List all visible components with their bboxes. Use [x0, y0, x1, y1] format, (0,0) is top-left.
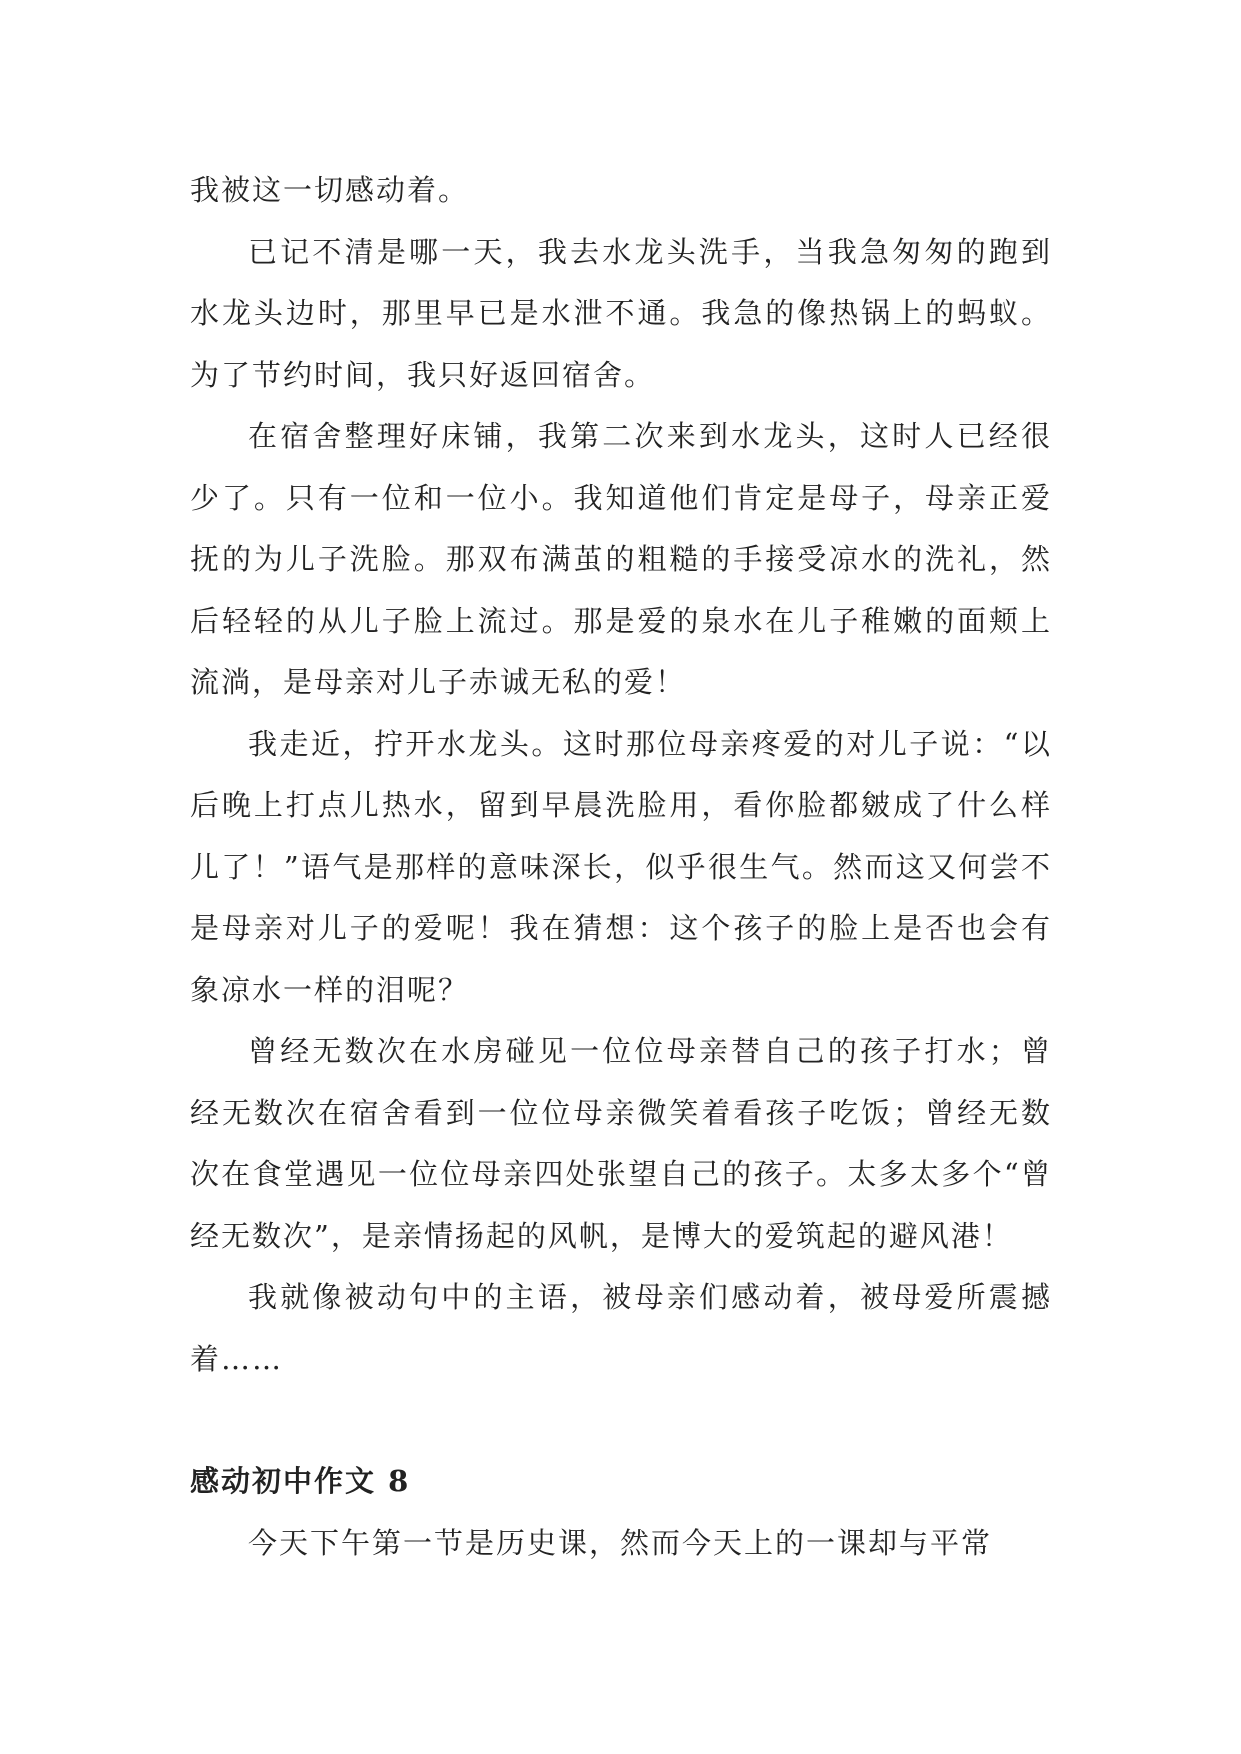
paragraph-history-class: 今天下午第一节是历史课，然而今天上的一课却与平常	[248, 1525, 993, 1560]
paragraph-mother-speaks: 我走近，拧开水龙头。这时那位母亲疼爱的对儿子说：“以后晚上打点儿热水，留到早晨洗脸用，看你脸都皴成了什么样儿了！”语气是那样的意味深长，似乎很生气。然而这又何尝不是母亲对儿子的爱呢！我在猜想：这个孩子的脸上是否也会有象凉水一样的泪呢？	[190, 726, 1052, 1007]
paragraph-faucet: 已记不清是哪一天，我去水龙头洗手，当我急匆匆的跑到水龙头边时，那里早已是水泄不通。我急的像热锅上的蚂蚁。为了节约时间，我只好返回宿舍。	[190, 234, 1052, 392]
section-title: 感动初中作文 8	[190, 1464, 411, 1498]
paragraph-dormitory: 在宿舍整理好床铺，我第二次来到水龙头，这时人已经很少了。只有一位和一位小。我知道他们肯定是母子，母亲正爱抚的为儿子洗脸。那双布满茧的粗糙的手接受凉水的洗礼，然后轻轻的从儿子脸上流过。那是爱的泉水在儿子稚嫩的面颊上流淌，是母亲对儿子赤诚无私的爱！	[190, 419, 1052, 699]
document-page	[190, 160, 1052, 1574]
paragraph-continuation: 我被这一切感动着。	[190, 173, 470, 207]
paragraph-countless-times: 曾经无数次在水房碰见一位位母亲替自己的孩子打水；曾经无数次在宿舍看到一位位母亲微笑着看孩子吃饭；曾经无数次在食堂遇见一位位母亲四处张望自己的孩子。太多太多个“曾经无数次”，是亲情扬起的风帆，是博大的爱筑起的避风港！	[190, 1034, 1052, 1253]
paragraph-conclusion: 我就像被动句中的主语，被母亲们感动着，被母爱所震撼着……	[190, 1280, 1052, 1376]
